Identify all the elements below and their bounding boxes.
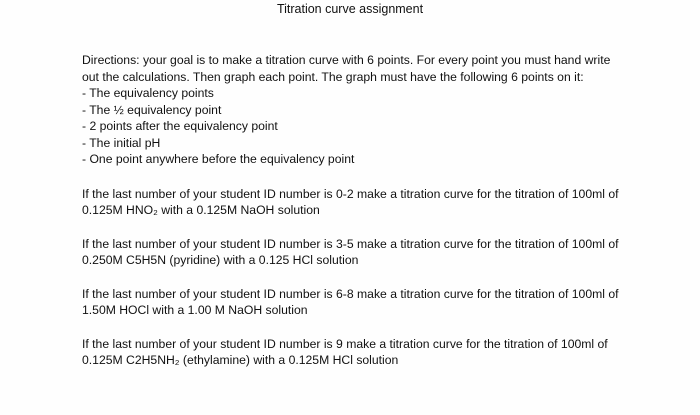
option-paragraph-9: If the last number of your student ID number is 9 make a titration curve for the titration of 100ml of 0.125M C2H5NH₂ (ethylamine) with a 0.125M HCl solution (82, 336, 608, 367)
directions-paragraph: Directions: your goal is to make a titration curve with 6 points. For every point you must hand write out the calculations. Then graph each point. The graph must have the following 6 points on it: (82, 53, 611, 84)
option-paragraph-6-8: If the last number of your student ID number is 6-8 make a titration curve for the titration of 100ml of 1.50M HOCl with a 1.00 M NaOH solution (82, 286, 619, 317)
requirements-list (82, 85, 622, 168)
list-item: - The equivalency points (82, 86, 214, 100)
list-item: - 2 points after the equivalency point (82, 119, 278, 133)
option-paragraph-3-5: If the last number of your student ID number is 3-5 make a titration curve for the titration of 100ml of 0.250M C5H5N (pyridine) with a 0.125 HCl solution (82, 236, 619, 267)
option-paragraph-0-2: If the last number of your student ID number is 0-2 make a titration curve for the titration of 100ml of 0.125M HNO₂ with a 0.125M NaOH solution (82, 186, 619, 217)
list-item: - One point anywhere before the equivalency point (82, 152, 355, 166)
document-body (82, 52, 622, 369)
list-item: - The ½ equivalency point (82, 102, 222, 117)
document-title: Titration curve assignment (276, 2, 424, 16)
list-item: - The initial pH (82, 135, 161, 150)
